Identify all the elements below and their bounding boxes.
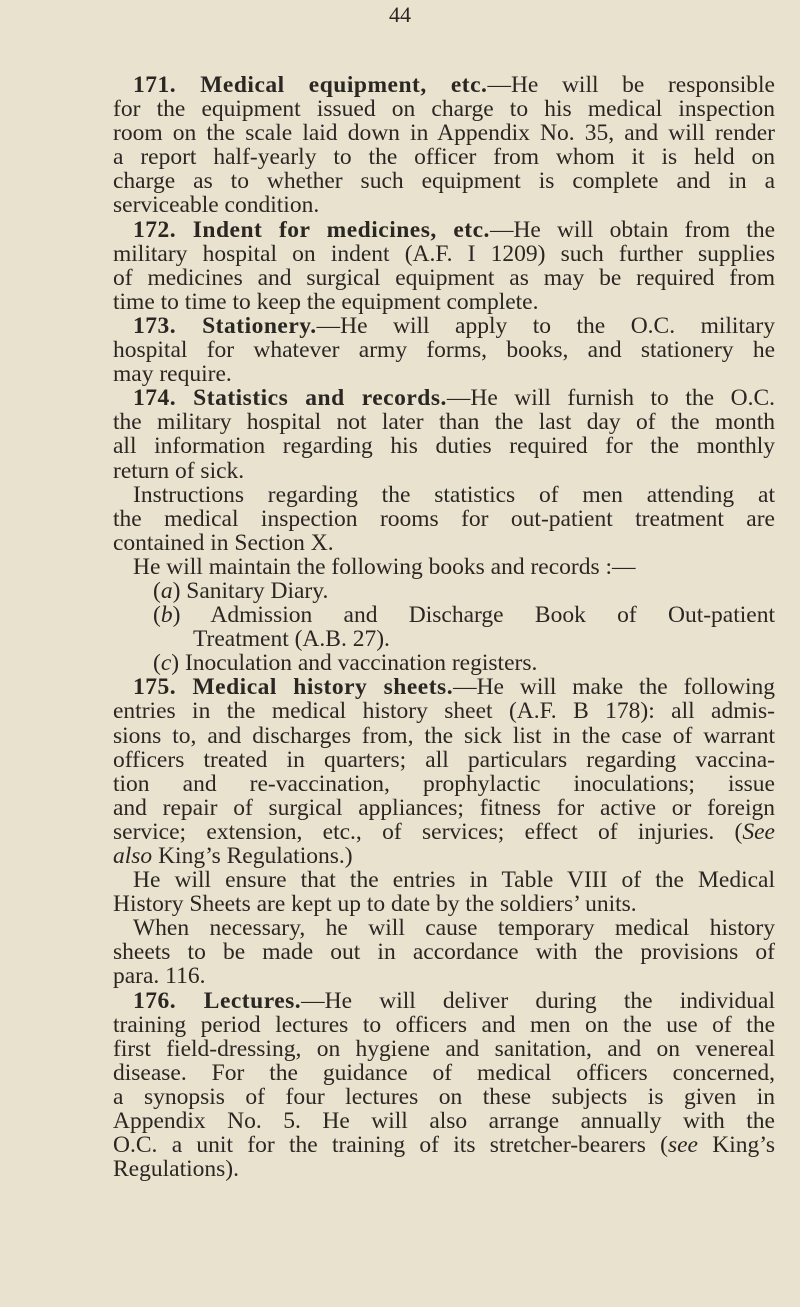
text-span: Appendix No. 5. He will also arrange annually with the: [113, 1108, 775, 1135]
text-line: [113, 820, 775, 844]
text-span: charge as to whether such equipment is complete and in a: [113, 168, 775, 195]
text-line: [113, 434, 775, 458]
text-span: entries in the medical history sheet (A.F. B 178): all admis-: [113, 698, 775, 725]
text-span: c: [160, 650, 172, 677]
text-line: [113, 97, 775, 121]
text-span: the military hospital not later than the last day of the month: [113, 409, 775, 436]
text-span: may require.: [113, 361, 232, 388]
text-span: the medical inspection rooms for out-patient treatment are: [113, 505, 775, 532]
text-span: (: [153, 650, 161, 677]
section-heading: 172. Indent for medicines, etc.: [133, 216, 490, 243]
text-line: [113, 627, 775, 651]
text-span: He will ensure that the entries in Table VIII of the Medical: [133, 867, 775, 894]
text-line: [113, 314, 775, 338]
text-span: —He will apply to the O.C. military: [316, 312, 775, 339]
text-span: History Sheets are kept up to date by the soldiers’ units.: [113, 891, 637, 918]
text-span: for the equipment issued on charge to his medical inspection: [113, 96, 775, 123]
text-line: [113, 916, 775, 940]
text-line: [113, 290, 775, 314]
text-line: [113, 844, 775, 868]
text-span: hospital for whatever army forms, books, and stationery he: [113, 337, 775, 364]
text-span: (: [153, 577, 161, 604]
text-line: [113, 892, 775, 916]
text-line: [113, 1013, 775, 1037]
text-span: a: [160, 577, 173, 604]
text-span: ) Inoculation and vaccination registers.: [171, 650, 538, 677]
text-span: Instructions regarding the statistics of men attending at: [133, 481, 775, 508]
text-span: —He will furnish to the O.C.: [446, 385, 775, 412]
text-span: of medicines and surgical equipment as may be required from: [113, 264, 775, 291]
text-line: [113, 362, 775, 386]
text-line: [113, 1085, 775, 1109]
text-span: —He will obtain from the: [489, 216, 775, 243]
text-line: [113, 651, 775, 675]
text-span: Treatment (A.B. 27).: [193, 626, 390, 653]
text-span: first field-dressing, on hygiene and sanitation, and on venereal: [113, 1035, 775, 1062]
text-span: officers treated in quarters; all particulars regarding vaccina-: [113, 746, 775, 773]
text-line: [113, 675, 775, 699]
text-span: military hospital on indent (A.F. I 1209) such further supplies: [113, 240, 775, 267]
text-span: sheets to be made out in accordance with the provisions of: [113, 939, 775, 966]
text-span: Regulations).: [113, 1156, 239, 1183]
text-line: [113, 193, 775, 217]
text-line: [113, 1037, 775, 1061]
text-span: —He will be responsible: [487, 72, 775, 98]
text-span: When necessary, he will cause temporary medical history: [133, 915, 775, 942]
text-span: training period lectures to officers and men on the use of the: [113, 1011, 775, 1038]
page-number: 44: [389, 2, 411, 27]
text-span: para. 116.: [113, 963, 206, 990]
text-line: [113, 266, 775, 290]
text-span: also: [113, 843, 153, 869]
text-line: [113, 386, 775, 410]
text-span: He will maintain the following books and records :—: [133, 553, 636, 580]
text-line: [113, 555, 775, 579]
text-span: and repair of surgical appliances; fitness for active or foreign: [113, 794, 775, 821]
text-span: return of sick.: [113, 457, 245, 484]
section-heading: 173. Stationery.: [133, 312, 317, 339]
text-line: [113, 1157, 775, 1181]
text-span: a report half-yearly to the officer from whom it is held on: [113, 144, 775, 171]
text-line: [113, 724, 775, 748]
text-line: [113, 1133, 775, 1157]
text-span: ) Admission and Discharge Book of Out-patient: [172, 602, 775, 629]
text-line: [113, 483, 775, 507]
text-span: time to time to keep the equipment complete.: [113, 288, 539, 315]
text-span: contained in Section X.: [113, 529, 334, 556]
text-span: See: [742, 818, 775, 845]
text-line: [113, 338, 775, 362]
text-span: (: [153, 602, 161, 629]
text-line: [113, 964, 775, 988]
text-span: see: [667, 1132, 698, 1159]
text-span: King’s: [698, 1132, 775, 1159]
text-span: a synopsis of four lectures on these subjects is given in: [113, 1083, 775, 1110]
text-line: [113, 242, 775, 266]
text-line: [113, 145, 775, 169]
text-line: [113, 531, 775, 555]
text-span: O.C. a unit for the training of its stretcher-bearers (: [113, 1132, 668, 1159]
text-line: [113, 772, 775, 796]
body-text: [113, 73, 775, 1181]
text-span: serviceable condition.: [113, 192, 320, 219]
text-span: disease. For the guidance of medical officers concerned,: [113, 1059, 775, 1086]
text-line: [113, 459, 775, 483]
text-line: [113, 699, 775, 723]
section-heading: 176. Lectures.: [133, 987, 302, 1014]
text-span: all information regarding his duties required for the monthly: [113, 433, 775, 460]
text-line: [113, 940, 775, 964]
text-line: [113, 1061, 775, 1085]
text-line: [113, 748, 775, 772]
text-line: [113, 603, 775, 627]
text-span: tion and re-vaccination, prophylactic inoculations; issue: [113, 770, 775, 797]
text-span: ) Sanitary Diary.: [172, 577, 329, 604]
text-span: —He will deliver during the individual: [301, 987, 775, 1014]
section-heading: 175. Medical history sheets.: [133, 674, 454, 701]
text-span: service; extension, etc., of services; effect of injuries. (: [113, 818, 743, 845]
text-span: b: [160, 602, 173, 629]
text-line: [113, 1109, 775, 1133]
text-span: —He will make the following: [453, 674, 775, 701]
text-line: [113, 796, 775, 820]
text-line: [113, 121, 775, 145]
text-line: [113, 989, 775, 1013]
text-line: [113, 169, 775, 193]
text-line: [113, 218, 775, 242]
text-span: room on the scale laid down in Appendix No. 35, and will render: [113, 120, 775, 147]
text-line: [113, 579, 775, 603]
text-line: [113, 868, 775, 892]
text-span: King’s Regulations.): [152, 843, 353, 869]
section-heading: 171. Medical equipment, etc.: [133, 72, 488, 98]
text-line: [113, 73, 775, 97]
text-line: [113, 410, 775, 434]
section-heading: 174. Statistics and records.: [133, 385, 447, 412]
text-line: [113, 507, 775, 531]
text-span: sions to, and discharges from, the sick list in the case of warrant: [113, 722, 775, 749]
